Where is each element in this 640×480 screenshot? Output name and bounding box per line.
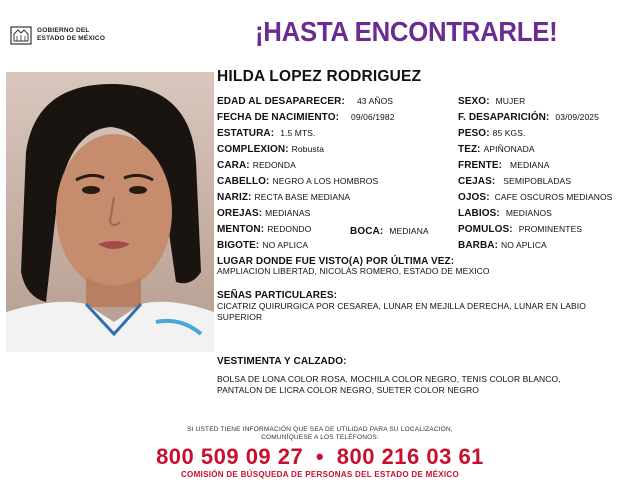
commission-name: COMISIÓN DE BÚSQUEDA DE PERSONAS DEL ESTADO DE MÉXICO xyxy=(180,470,459,479)
field-value: NO APLICA xyxy=(501,240,547,250)
portrait-image xyxy=(6,72,214,352)
field-value: Robusta xyxy=(291,144,325,154)
field-frente xyxy=(458,160,549,171)
field-value: NO APLICA xyxy=(262,240,309,250)
field-value: CAFE OSCUROS MEDIANOS xyxy=(494,192,613,202)
field-value: REDONDA xyxy=(252,160,296,170)
field-menton xyxy=(217,224,311,235)
field-label: BOCA: xyxy=(350,226,384,237)
field-label: BIGOTE: xyxy=(217,240,260,251)
field-label: ESTATURA: xyxy=(217,128,275,139)
government-logo xyxy=(10,24,130,46)
field-cejas xyxy=(458,176,571,187)
field-estatura xyxy=(217,128,316,139)
field-value: MUJER xyxy=(495,96,526,106)
logo-text xyxy=(37,27,105,43)
field-value: MEDIANOS xyxy=(505,208,552,218)
field-value: 09/06/1982 xyxy=(351,112,395,122)
field-peso xyxy=(458,128,525,139)
field-label: PESO: xyxy=(458,128,490,139)
phone-separator: • xyxy=(315,444,325,469)
last-seen-label: LUGAR DONDE FUE VISTO(A) POR ÚLTIMA VEZ: xyxy=(217,256,455,267)
field-labios xyxy=(458,208,552,219)
state-seal-icon xyxy=(10,24,32,46)
banner-title: ¡HASTA ENCONTRARLE! xyxy=(255,16,558,47)
phone-numbers xyxy=(0,444,640,470)
field-label: F. DESAPARICIÓN: xyxy=(458,112,550,123)
person-photo xyxy=(6,72,214,352)
field-value: REDONDO xyxy=(267,224,312,234)
footer-note-1: SI USTED TIENE INFORMACIÓN QUE SEA DE UTILIDAD PARA SU LOCALIZACIÓN, xyxy=(187,426,453,433)
field-complexion xyxy=(217,144,324,155)
marks-line-2: SUPERIOR xyxy=(217,312,263,322)
field-label: CABELLO: xyxy=(217,176,270,187)
field-value: PROMINENTES xyxy=(518,224,583,234)
field-value: APIÑONADA xyxy=(483,144,535,154)
marks-line-1: CICATRIZ QUIRURGICA POR CESAREA, LUNAR EN MEJILLA DERECHA, LUNAR EN LABIO xyxy=(217,301,586,311)
phone-2[interactable]: 800 216 03 61 xyxy=(336,444,484,469)
person-name: HILDA LOPEZ RODRIGUEZ xyxy=(217,68,422,85)
field-label: BARBA: xyxy=(458,240,499,251)
phone-1[interactable]: 800 509 09 27 xyxy=(156,444,304,469)
clothing-line-1: BOLSA DE LONA COLOR ROSA, MOCHILA COLOR NEGRO, TENIS COLOR BLANCO, xyxy=(217,374,561,384)
field-value: 43 AÑOS xyxy=(356,96,394,106)
field-bigote xyxy=(217,240,308,251)
field-label: NARIZ: xyxy=(217,192,252,203)
field-label: CARA: xyxy=(217,160,250,171)
clothing-label: VESTIMENTA Y CALZADO: xyxy=(217,356,347,367)
field-label: COMPLEXION: xyxy=(217,144,289,155)
logo-line-1: GOBIERNO DEL xyxy=(37,27,90,34)
field-value: 03/09/2025 xyxy=(555,112,599,122)
field-value: NEGRO A LOS HOMBROS xyxy=(272,176,379,186)
logo-line-2: ESTADO DE MÉXICO xyxy=(37,35,106,42)
field-label: FECHA DE NACIMIENTO: xyxy=(217,112,339,123)
field-label: EDAD AL DESAPARECER: xyxy=(217,96,345,107)
field-fecha-nacimiento xyxy=(217,112,395,123)
clothing-line-2: PANTALON DE LICRA COLOR NEGRO, SUETER COLOR NEGRO xyxy=(217,385,479,395)
field-value: MEDIANAS xyxy=(265,208,311,218)
field-label: TEZ: xyxy=(458,144,481,155)
field-value: RECTA BASE MEDIANA xyxy=(254,192,351,202)
field-tez xyxy=(458,144,535,155)
field-ojos xyxy=(458,192,612,203)
field-value: MEDIANA xyxy=(389,226,429,236)
field-value: 1.5 MTS. xyxy=(280,128,316,138)
field-label: MENTON: xyxy=(217,224,265,235)
field-nariz xyxy=(217,192,350,203)
field-fecha-desaparicion xyxy=(458,112,599,123)
footer-note-2: COMUNÍQUESE A LOS TELÉFONOS: xyxy=(261,434,379,441)
field-label: OREJAS: xyxy=(217,208,263,219)
field-label: POMULOS: xyxy=(458,224,513,235)
marks-label: SEÑAS PARTICULARES: xyxy=(217,290,338,301)
field-label: CEJAS: xyxy=(458,176,496,187)
field-edad xyxy=(217,96,393,107)
last-seen-value: AMPLIACION LIBERTAD, NICOLÁS ROMERO, ESTADO DE MEXICO xyxy=(217,266,490,276)
field-value: SEMIPOBLADAS xyxy=(503,176,572,186)
field-label: OJOS: xyxy=(458,192,490,203)
field-sexo xyxy=(458,96,525,107)
field-label: LABIOS: xyxy=(458,208,500,219)
field-label: SEXO: xyxy=(458,96,490,107)
field-orejas xyxy=(217,208,310,219)
field-value: MEDIANA xyxy=(510,160,550,170)
field-label: FRENTE: xyxy=(458,160,503,171)
field-pomulos xyxy=(458,224,582,235)
field-barba xyxy=(458,240,547,251)
field-cara xyxy=(217,160,296,171)
field-cabello xyxy=(217,176,378,187)
field-value: 85 KGS. xyxy=(492,128,526,138)
field-boca xyxy=(350,226,429,237)
